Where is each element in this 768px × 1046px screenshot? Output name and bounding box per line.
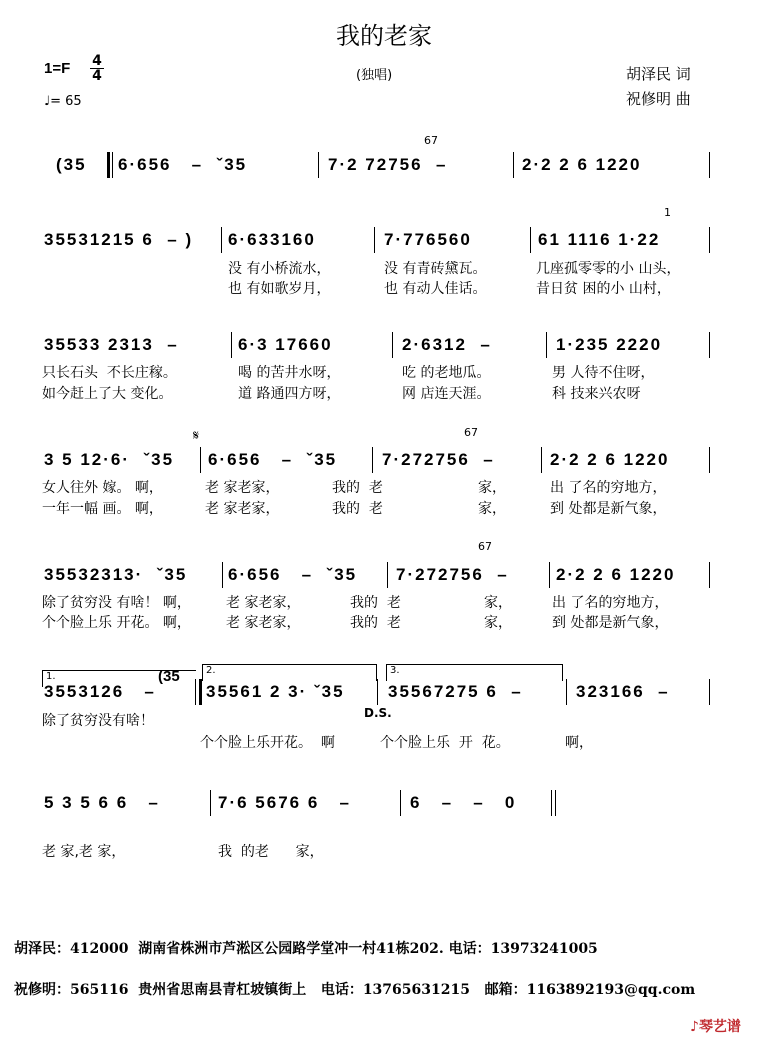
barline xyxy=(549,562,550,588)
barline xyxy=(546,332,547,358)
barline xyxy=(555,790,556,816)
measure: 5 3 5 6 6 – xyxy=(44,793,160,812)
lyric: 如今赶上了大 变化。 xyxy=(42,386,173,402)
barline xyxy=(392,332,393,358)
lyric: 到 处都是新气象， xyxy=(552,615,669,631)
lyric: 我的 老 xyxy=(332,480,383,496)
barline xyxy=(210,790,211,816)
barline xyxy=(551,790,552,816)
lyric: 只长石头 不长庄稼。 xyxy=(42,365,177,381)
barline xyxy=(541,447,542,473)
measure: 7·776560 xyxy=(384,230,472,249)
song-title: 我的老家 xyxy=(336,22,432,50)
measure: 1·235 2220 xyxy=(556,335,663,354)
pickup-notes: (35 xyxy=(158,668,180,685)
lyric: 我 的老 家， xyxy=(218,844,324,860)
lyric: 出 了名的穷地方， xyxy=(550,480,667,496)
lyric: 一年一幅 画。 啊， xyxy=(42,501,163,517)
lyric: 家， xyxy=(478,480,506,496)
lyric: 道 路通四方呀， xyxy=(238,386,341,402)
barline xyxy=(112,152,113,178)
time-bottom: 4 xyxy=(90,68,104,83)
time-top: 4 xyxy=(92,53,102,69)
grace-notes: 1 xyxy=(664,206,671,219)
barline xyxy=(195,679,196,705)
barline xyxy=(530,227,531,253)
performance-note: (独唱) xyxy=(356,68,393,83)
barline xyxy=(318,152,319,178)
barline xyxy=(513,152,514,178)
lyric: 我的 老 xyxy=(350,615,401,631)
lyric: 老 家老家， xyxy=(205,480,280,496)
measure: 35533 2313 – xyxy=(44,335,179,354)
measure: 6·633160 xyxy=(228,230,316,249)
measure: (35 xyxy=(56,155,87,174)
lyric: 老 家老家， xyxy=(226,595,301,611)
measure: 35532313· ˇ35 xyxy=(44,565,188,584)
lyric: 也 有动人佳话。 xyxy=(384,281,487,297)
lyric: 个个脸上乐 开 花。 xyxy=(380,735,510,751)
barline xyxy=(566,679,567,705)
barline xyxy=(377,679,378,705)
lyric: 个个脸上乐 开花。 啊， xyxy=(42,615,191,631)
measure: 3 5 12·6· ˇ35 xyxy=(44,450,175,469)
volta-2: 2. xyxy=(202,664,377,681)
barline xyxy=(709,679,710,705)
barline xyxy=(199,679,202,705)
measure: 323166 – xyxy=(576,682,670,701)
measure: 6·656 – ˇ35 xyxy=(228,565,358,584)
measure: 2·6312 – xyxy=(402,335,492,354)
barline xyxy=(400,790,401,816)
lyric: 老 家老家， xyxy=(205,501,280,517)
barline xyxy=(222,562,223,588)
barline xyxy=(231,332,232,358)
lyric: 没 有小桥流水， xyxy=(228,261,331,277)
barline xyxy=(709,332,710,358)
barline xyxy=(709,447,710,473)
lyric: 女人往外 嫁。 啊， xyxy=(42,480,163,496)
barline xyxy=(709,227,710,253)
measure: 7·272756 – xyxy=(396,565,509,584)
barline xyxy=(387,562,388,588)
lyric: 除了贫穷没 有啥！ 啊， xyxy=(42,595,191,611)
barline xyxy=(709,152,710,178)
measure: 2·2 2 6 1220 xyxy=(522,155,642,174)
measure: 6·3 17660 xyxy=(238,335,333,354)
key-signature: 1=F xyxy=(44,60,71,77)
measure: 6·656 – ˇ35 xyxy=(208,450,338,469)
dal-segno: D.S. xyxy=(364,706,392,720)
logo-text: 琴艺谱 xyxy=(698,1019,741,1035)
volta-3: 3. xyxy=(386,664,563,681)
barline xyxy=(709,562,710,588)
lyric: 我的 老 xyxy=(332,501,383,517)
lyric: 老 家,老 家， xyxy=(42,844,126,860)
measure: 35531215 6 – ) xyxy=(44,230,194,249)
lyric: 几座孤零零的小 山头， xyxy=(536,261,681,277)
composer: 祝修明 曲 xyxy=(626,90,691,108)
barline xyxy=(374,227,375,253)
lyric: 家， xyxy=(478,501,506,517)
lyric: 网 店连天涯。 xyxy=(402,386,491,402)
lyric: 家， xyxy=(484,615,512,631)
lyricist: 胡泽民 词 xyxy=(626,65,691,83)
lyric: 出 了名的穷地方， xyxy=(552,595,669,611)
lyric: 啊， xyxy=(565,735,593,751)
lyric: 男 人待不住呀， xyxy=(552,365,655,381)
lyric: 也 有如歌岁月， xyxy=(228,281,331,297)
tempo-value: = 65 xyxy=(50,94,82,109)
lyric: 喝 的苦井水呀， xyxy=(238,365,341,381)
composer-contact: 祝修明：565116 贵州省思南县青杠坡镇街上 电话：13765631215 邮箱：1163892193@qq.com xyxy=(14,982,696,998)
lyric: 到 处都是新气象， xyxy=(550,501,667,517)
grace-notes: 67 xyxy=(424,134,438,147)
volta-1: 1. xyxy=(42,670,196,687)
measure: 35561 2 3· ˇ35 xyxy=(206,682,345,701)
barline xyxy=(372,447,373,473)
lyric: 老 家老家， xyxy=(226,615,301,631)
lyric: 吃 的老地瓜。 xyxy=(402,365,491,381)
segno-icon: 𝄋 xyxy=(193,428,200,444)
measure: 35567275 6 – xyxy=(388,682,523,701)
tempo xyxy=(44,94,82,109)
quarter-note-icon: ♩ xyxy=(44,94,51,109)
lyric: 科 技来兴农呀 xyxy=(552,386,641,402)
lyric: 昔日贫 困的小 山村， xyxy=(536,281,671,297)
lyric: 个个脸上乐开花。 啊 xyxy=(200,735,335,751)
barline xyxy=(221,227,222,253)
grace-notes: 67 xyxy=(478,540,492,553)
measure: 7·2 72756 – xyxy=(328,155,448,174)
lyric: 家， xyxy=(484,595,512,611)
lyric: 我的 老 xyxy=(350,595,401,611)
grace-notes: 67 xyxy=(464,426,478,439)
measure: 7·6 5676 6 – xyxy=(218,793,351,812)
barline xyxy=(200,447,201,473)
lyric: 没 有青砖黛瓦。 xyxy=(384,261,487,277)
measure: 7·272756 – xyxy=(382,450,495,469)
measure: 3553126 – xyxy=(44,682,156,701)
lyric: 除了贫穷没有啥！ xyxy=(42,713,154,729)
measure: 2·2 2 6 1220 xyxy=(550,450,670,469)
barline xyxy=(107,152,110,178)
measure: 61 1116 1·22 xyxy=(538,230,661,249)
lyricist-contact: 胡泽民：412000 湖南省株洲市芦淞区公园路学堂冲一村41栋202. 电话：13973241005 xyxy=(14,941,598,957)
measure: 2·2 2 6 1220 xyxy=(556,565,676,584)
measure: 6 – – 0 xyxy=(410,793,517,812)
logo-icon: ♪ xyxy=(690,1019,699,1035)
time-signature xyxy=(90,54,104,83)
site-logo xyxy=(690,1016,741,1036)
measure: 6·656 – ˇ35 xyxy=(118,155,248,174)
